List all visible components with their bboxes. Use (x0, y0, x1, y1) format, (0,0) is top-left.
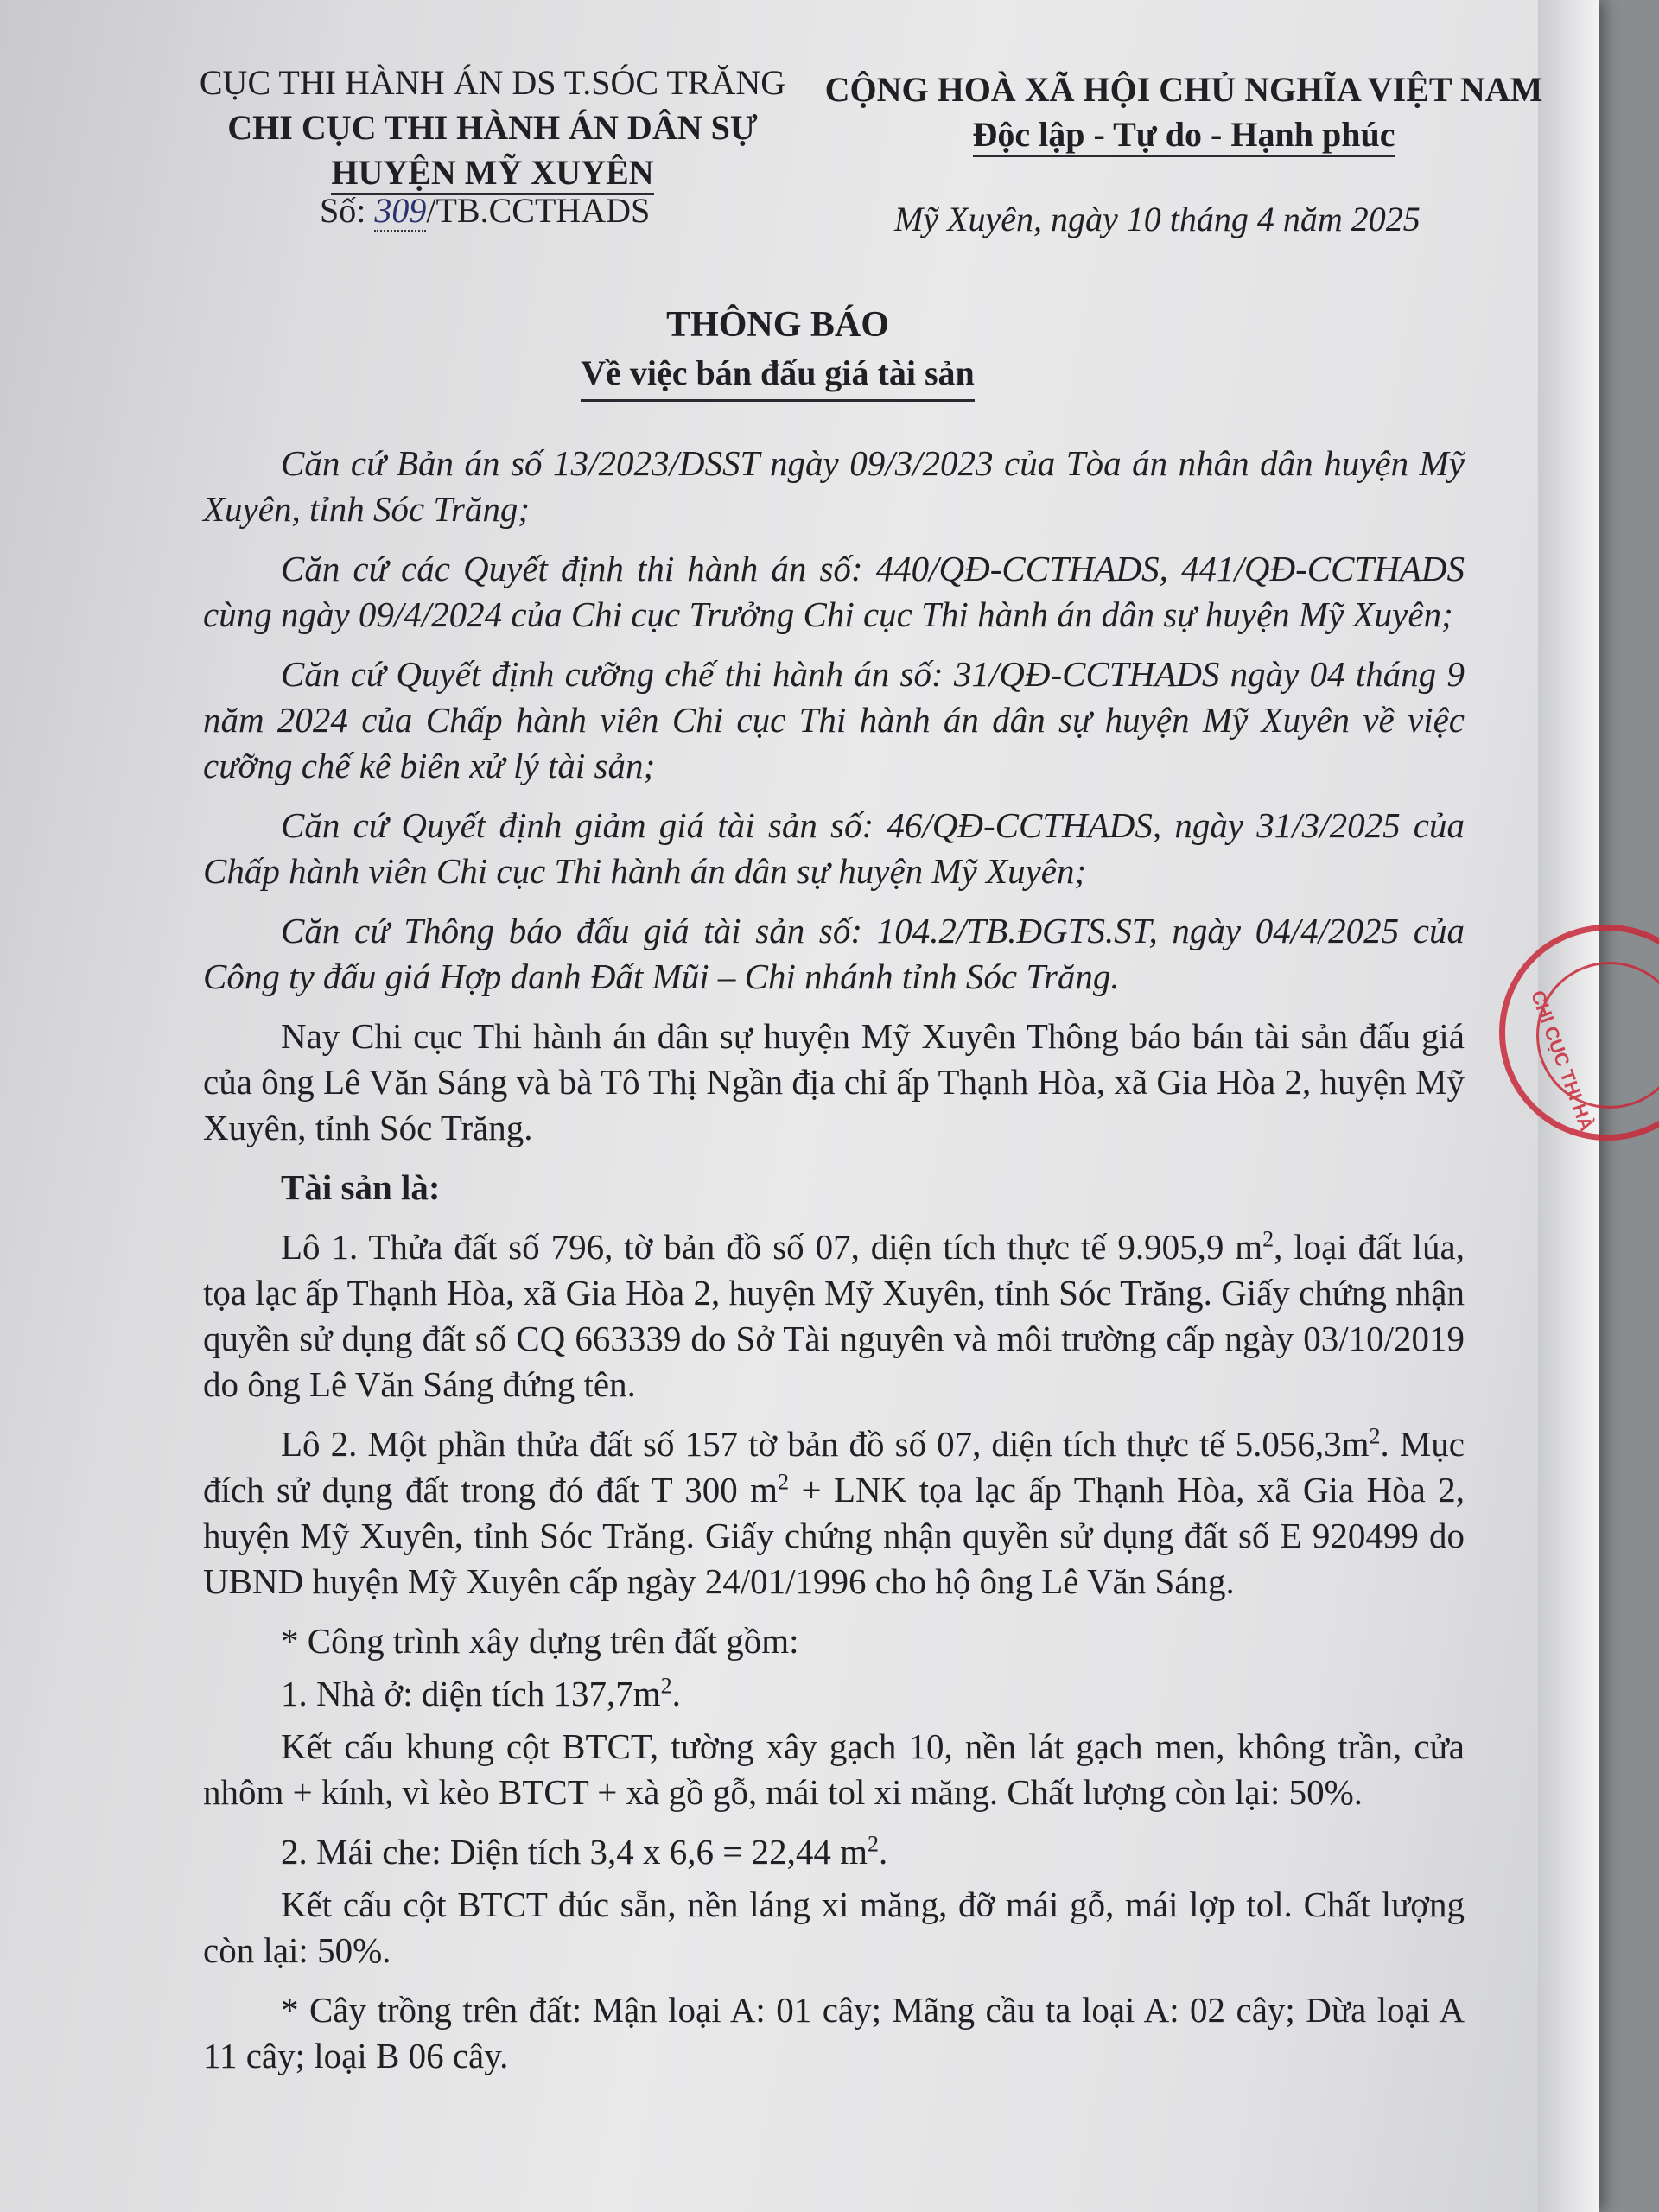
house-structure: Kết cấu khung cột BTCT, tường xây gạch 10, nền lát gạch men, không trần, cửa nhôm + kính, vì kèo BTCT + xà gồ gỗ, mái tol xi măng. Chất lượng còn lại: 50%. (203, 1726, 1465, 1812)
trees-item: * Cây trồng trên đất: Mận loại A: 01 cây; Mãng cầu ta loại A: 02 cây; Dừa loại A 11 cây; loại B 06 cây. (203, 1990, 1465, 2075)
number-prefix: Số: (320, 191, 375, 230)
lot-2-sup-2: 2 (778, 1469, 790, 1495)
legal-basis-3: Căn cứ Quyết định cưỡng chế thi hành án số: 31/QĐ-CCTHADS ngày 04 tháng 9 năm 2024 của Chấp hành viên Chi cục Thi hành án dân sự huyện Mỹ Xuyên về việc cưỡng chế kê biên xử lý tài sản; (203, 654, 1465, 785)
lot-2-text: Lô 2. Một phần thửa đất số 157 tờ bản đồ số 07, diện tích thực tế 5.056,3m (281, 1424, 1370, 1464)
house-end: . (671, 1674, 681, 1713)
house-text: 1. Nhà ở: diện tích 137,7m (281, 1674, 661, 1713)
lot-2-text-b: . Mục đích sử dụng đất trong đó đất T 300 m (203, 1424, 1465, 1510)
shed-end: . (879, 1832, 888, 1872)
legal-basis-1: Căn cứ Bản án số 13/2023/DSST ngày 09/3/2023 của Tòa án nhân dân huyện Mỹ Xuyên, tỉnh Sóc Trăng; (203, 443, 1465, 529)
lot-2-sup-1: 2 (1369, 1423, 1381, 1449)
lot-2 (203, 1421, 1465, 1605)
works-heading: * Công trình xây dựng trên đất gồm: (281, 1621, 799, 1661)
document-body (203, 441, 1465, 2093)
number-suffix: /TB.CCTHADS (426, 191, 651, 230)
lot-1-text-cont: , loại đất lúa, tọa lạc ấp Thạnh Hòa, xã Gia Hòa 2, huyện Mỹ Xuyên, tỉnh Sóc Trăng. Giấy chứng nhận quyền sử dụng đất số CQ 663339 do Sở Tài nguyên và môi trường cấp ngày 03/10/2019 do ông Lê Văn Sáng đứng tên. (203, 1227, 1465, 1404)
house-sup: 2 (660, 1673, 672, 1699)
document-title: THÔNG BÁO (666, 305, 889, 345)
nation-motto: Độc lập - Tự do - Hạnh phúc (973, 115, 1395, 157)
legal-basis-2: Căn cứ các Quyết định thi hành án số: 440/QĐ-CCTHADS, 441/QĐ-CCTHADS cùng ngày 09/4/2024 của Chi cục Trưởng Chi cục Thi hành án dân sự huyện Mỹ Xuyên; (203, 549, 1465, 634)
lot-1 (203, 1224, 1465, 1408)
lot-1-sup: 2 (1262, 1226, 1274, 1252)
assets-heading: Tài sản là: (281, 1167, 441, 1207)
number-handwritten: 309 (374, 191, 427, 230)
announcement-paragraph: Nay Chi cục Thi hành án dân sự huyện Mỹ Xuyên Thông báo bán tài sản đấu giá của ông Lê Văn Sáng và bà Tô Thị Ngần địa chỉ ấp Thạnh Hòa, xã Gia Hòa 2, huyện Mỹ Xuyên, tỉnh Sóc Trăng. (203, 1016, 1465, 1147)
shed-structure: Kết cấu cột BTCT đúc sẵn, nền láng xi măng, đỡ mái gỗ, mái lợp tol. Chất lượng còn lại: 50%. (203, 1885, 1465, 1970)
document-subject-line (0, 353, 1555, 393)
shed-text: 2. Mái che: Diện tích 3,4 x 6,6 = 22,44 m (281, 1832, 868, 1872)
house-item (203, 1671, 1465, 1717)
lot-1-text: Lô 1. Thửa đất số 796, tờ bản đồ số 07, diện tích thực tế 9.905,9 m (281, 1227, 1263, 1267)
legal-basis-5: Căn cứ Thông báo đấu giá tài sản số: 104.2/TB.ĐGTS.ST, ngày 04/4/2025 của Công ty đấu giá Hợp danh Đất Mũi – Chi nhánh tỉnh Sóc Trăng. (203, 911, 1465, 996)
nation-header (804, 67, 1564, 157)
document-number (320, 190, 650, 231)
agency-header (164, 60, 821, 195)
agency-parent: CỤC THI HÀNH ÁN DS T.SÓC TRĂNG (199, 63, 786, 102)
document-subject: Về việc bán đấu giá tài sản (581, 353, 975, 402)
agency-district: HUYỆN MỸ XUYÊN (331, 153, 653, 195)
shed-item (203, 1829, 1465, 1875)
document-date: Mỹ Xuyên, ngày 10 tháng 4 năm 2025 (894, 200, 1421, 238)
legal-basis-4: Căn cứ Quyết định giảm giá tài sản số: 46/QĐ-CCTHADS, ngày 31/3/2025 của Chấp hành viên Chi cục Thi hành án dân sự huyện Mỹ Xuyên; (203, 805, 1465, 891)
agency-name: CHI CỤC THI HÀNH ÁN DÂN SỰ (227, 108, 758, 147)
seal-text: CHI CỤC THI HÀ (1527, 987, 1599, 1135)
shed-sup: 2 (868, 1831, 880, 1857)
nation-title: CỘNG HOÀ XÃ HỘI CHỦ NGHĨA VIỆT NAM (824, 70, 1543, 109)
lot-2-text-c: + LNK tọa lạc ấp Thạnh Hòa, xã Gia Hòa 2, huyện Mỹ Xuyên, tỉnh Sóc Trăng. Giấy chứng nhận quyền sử dụng đất số E 920499 do UBND huyện Mỹ Xuyên cấp ngày 24/01/1996 cho hộ ông Lê Văn Sáng. (203, 1470, 1465, 1601)
